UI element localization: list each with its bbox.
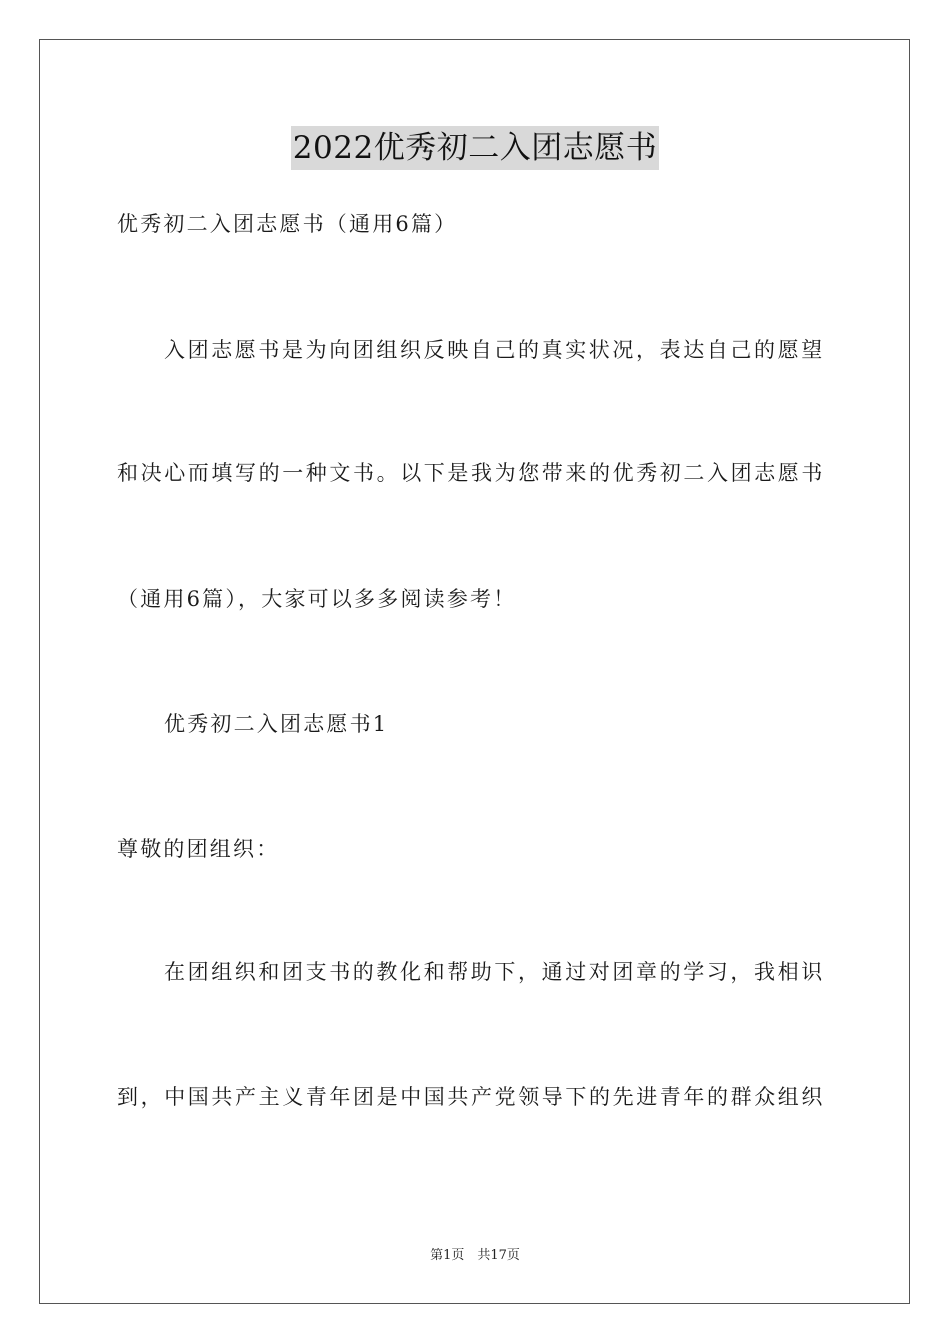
page-footer: [0, 1247, 950, 1265]
paragraph-line: 在团组织和团支书的教化和帮助下，通过对团章的学习，我相识: [164, 960, 825, 984]
paragraph-line: 到，中国共产主义青年团是中国共产党领导下的先进青年的群众组织: [117, 1085, 825, 1109]
paragraph-line: 和决心而填写的一种文书。以下是我为您带来的优秀初二入团志愿书: [117, 461, 825, 485]
title-container: [0, 126, 950, 170]
salutation: 尊敬的团组织：: [117, 837, 280, 861]
document-subtitle: 优秀初二入团志愿书（通用6篇）: [117, 212, 458, 236]
page-number-label: 第1页 共17页: [430, 1248, 520, 1263]
paragraph-line: 入团志愿书是为向团组织反映自己的真实状况，表达自己的愿望: [164, 338, 825, 362]
document-title: 2022优秀初二入团志愿书: [291, 126, 659, 170]
paragraph-line: （通用6篇），大家可以多多阅读参考！: [117, 587, 517, 611]
section-heading: 优秀初二入团志愿书1: [164, 712, 389, 736]
